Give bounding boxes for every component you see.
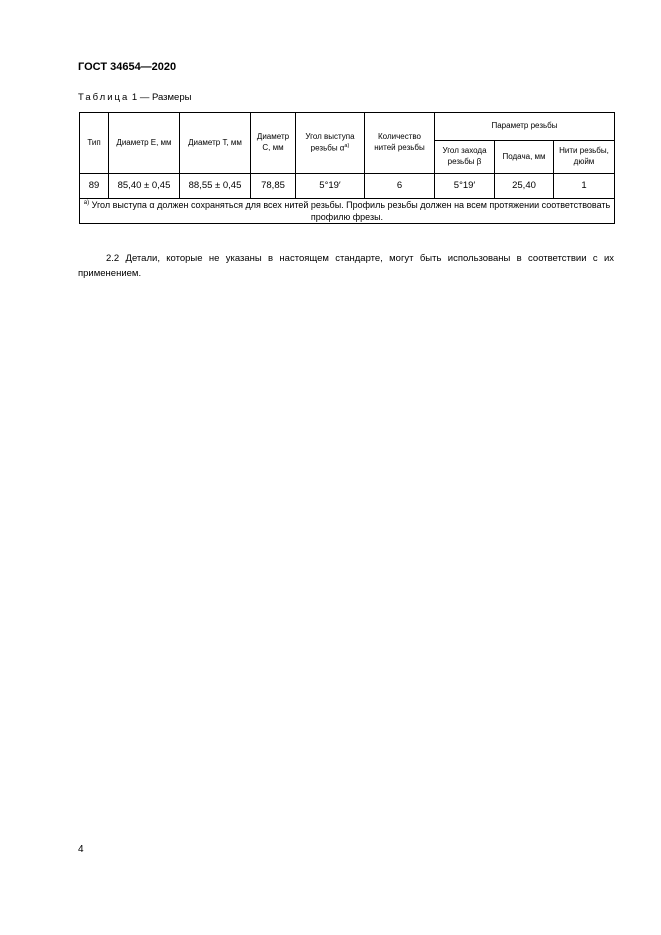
col-header-entry-angle: Угол захода резьбы β bbox=[435, 141, 495, 174]
col-header-diameter-e: Диаметр E, мм bbox=[109, 113, 180, 174]
cell-diameter-t: 88,55 ± 0,45 bbox=[180, 174, 251, 199]
cell-entry-angle: 5°19′ bbox=[435, 174, 495, 199]
table-row bbox=[80, 174, 615, 199]
col-header-type: Тип bbox=[80, 113, 109, 174]
col-header-threads-per-inch: Нити резьбы, дюйм bbox=[554, 141, 615, 174]
col-header-angle bbox=[296, 113, 365, 174]
dimensions-table bbox=[79, 112, 615, 224]
table-header-row bbox=[80, 113, 615, 141]
table-caption-title: 1 — Размеры bbox=[131, 92, 192, 103]
col-header-feed: Подача, мм bbox=[495, 141, 554, 174]
table-footnote bbox=[80, 199, 615, 224]
table-caption bbox=[78, 92, 191, 103]
col-header-diameter-c: Диаметр C, мм bbox=[251, 113, 296, 174]
col-header-thread-count: Количество нитей резьбы bbox=[365, 113, 435, 174]
col-header-angle-footnote-mark: а) bbox=[344, 142, 350, 149]
cell-angle: 5°19′ bbox=[296, 174, 365, 199]
page-number: 4 bbox=[78, 844, 84, 855]
table-caption-word: Таблица bbox=[78, 92, 130, 103]
cell-type: 89 bbox=[80, 174, 109, 199]
col-header-angle-text: Угол выступа резьбы α bbox=[305, 131, 355, 153]
footnote-marker: а) bbox=[83, 200, 90, 206]
cell-thread-count: 6 bbox=[365, 174, 435, 199]
document-header: ГОСТ 34654—2020 bbox=[78, 61, 177, 73]
col-header-thread-parameter: Параметр резьбы bbox=[435, 113, 615, 141]
footnote-text: Угол выступа α должен сохраняться для всех нитей резьбы. Профиль резьбы должен на всем протяжении соответствовать профилю фрезы. bbox=[91, 200, 611, 223]
table-footnote-row bbox=[80, 199, 615, 224]
cell-feed: 25,40 bbox=[495, 174, 554, 199]
cell-threads-per-inch: 1 bbox=[554, 174, 615, 199]
col-header-diameter-t: Диаметр T, мм bbox=[180, 113, 251, 174]
cell-diameter-e: 85,40 ± 0,45 bbox=[109, 174, 180, 199]
cell-diameter-c: 78,85 bbox=[251, 174, 296, 199]
section-paragraph: 2.2 Детали, которые не указаны в настоящем стандарте, могут быть использованы в соответствии с их применением. bbox=[78, 253, 614, 280]
